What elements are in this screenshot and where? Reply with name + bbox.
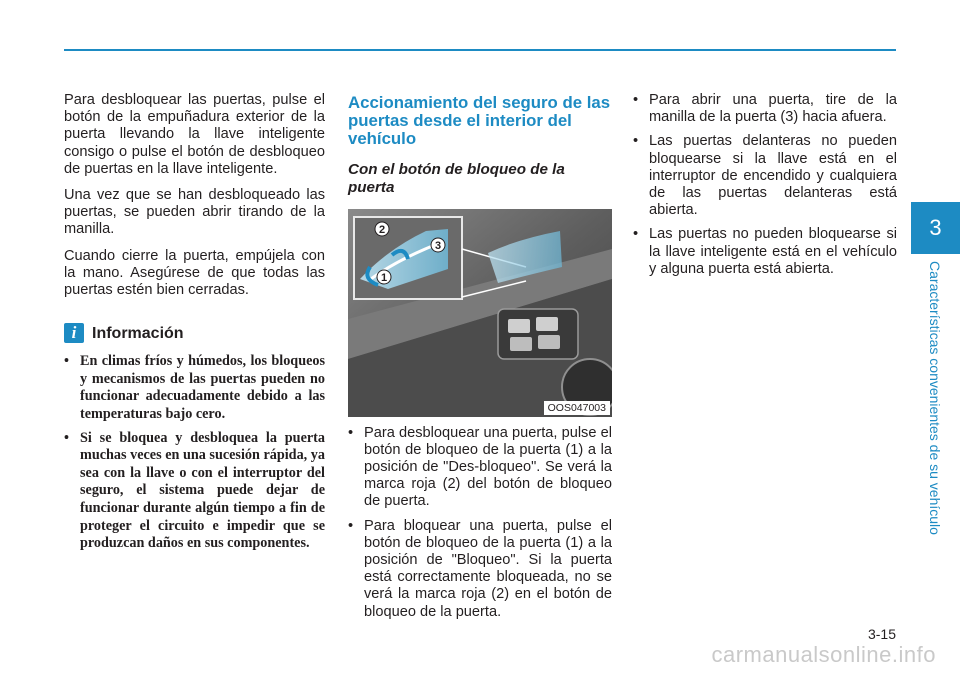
bullet-dot-icon: •	[633, 226, 639, 243]
bullet-dot-icon: •	[633, 133, 639, 150]
section-title: Accionamiento del seguro de las puertas desde el interior del vehículo	[348, 93, 611, 149]
bullet-dot-icon: •	[633, 92, 639, 108]
info-header	[64, 323, 325, 343]
info-list	[64, 353, 325, 553]
bullet-dot-icon: •	[348, 424, 354, 441]
paragraph: Cuando cierre la puerta, empújela con la mano. Asegúrese de que todas las puertas estén bien cerradas.	[64, 247, 325, 299]
list-item: • Para desbloquear una puerta, pulse el botón de bloqueo de la puerta (1) a la posición de "Des-bloqueo". Se verá la marca roja (2) del botón de bloqueo de puerta.	[348, 424, 612, 510]
paragraph: Una vez que se han desbloqueado las puertas, se pueden abrir tirando de la manilla.	[64, 187, 325, 238]
info-item: • En climas fríos y húmedos, los bloqueos y mecanismos de las puertas pueden no funcionar adecuadamente debido a las temperaturas bajo cero.	[64, 353, 325, 423]
info-icon: i	[64, 323, 84, 343]
door-notes	[633, 92, 897, 278]
list-item: • Las puertas no pueden bloquearse si la llave inteligente está en el vehículo y alguna puerta está abierta.	[633, 226, 897, 277]
column-2	[348, 94, 612, 628]
column-1	[64, 92, 325, 559]
list-item: • Las puertas delanteras no pueden bloquearse si la llave está en el interruptor de encendido y cualquiera de las puertas delanteras está abierta.	[633, 133, 897, 219]
page-number: 3-15	[867, 626, 896, 642]
chapter-title: Características convenientes de su vehículo	[927, 261, 943, 535]
subsection-title: Con el botón de bloqueo de la puerta	[348, 160, 565, 196]
watermark: carmanualsonline.info	[711, 642, 936, 667]
bullet-dot-icon: •	[64, 429, 69, 446]
lock-instructions	[348, 425, 612, 621]
callout-2: 2	[378, 223, 386, 236]
chapter-tab: 3	[911, 202, 960, 254]
bullet-dot-icon: •	[64, 353, 69, 370]
list-item: • Para bloquear una puerta, pulse el botón de bloqueo de la puerta (1) a la posición de "Bloqueo". Si la puerta está correctamente bloqueada, no se verá la marca roja (2) en el botón de bloqueo de la puerta.	[348, 517, 612, 620]
bullet-dot-icon: •	[348, 517, 354, 534]
door-lock-figure	[348, 209, 612, 417]
door-panel-illustration	[348, 209, 612, 417]
info-title: Información	[92, 324, 184, 342]
paragraph: Para desbloquear las puertas, pulse el botón de la empuñadura exterior de la puerta llevando la llave inteligente consigo o pulse el botón de desbloqueo de puertas en la llave inteligente.	[64, 92, 325, 177]
list-item: • Para abrir una puerta, tire de la manilla de la puerta (3) hacia afuera.	[633, 92, 897, 126]
column-3	[633, 92, 897, 285]
callout-1: 1	[380, 271, 388, 284]
top-rule	[64, 49, 896, 51]
info-item: • Si se bloquea y desbloquea la puerta muchas veces en una sucesión rápida, ya sea con la llave o con el interruptor del seguro, el sistema puede dejar de funcionar durante algún tiempo a fin de proteger el circuito e impedir que se produzcan daños en sus componentes.	[64, 429, 325, 552]
callout-3: 3	[434, 239, 442, 252]
figure-code: OOS047003	[544, 401, 610, 415]
